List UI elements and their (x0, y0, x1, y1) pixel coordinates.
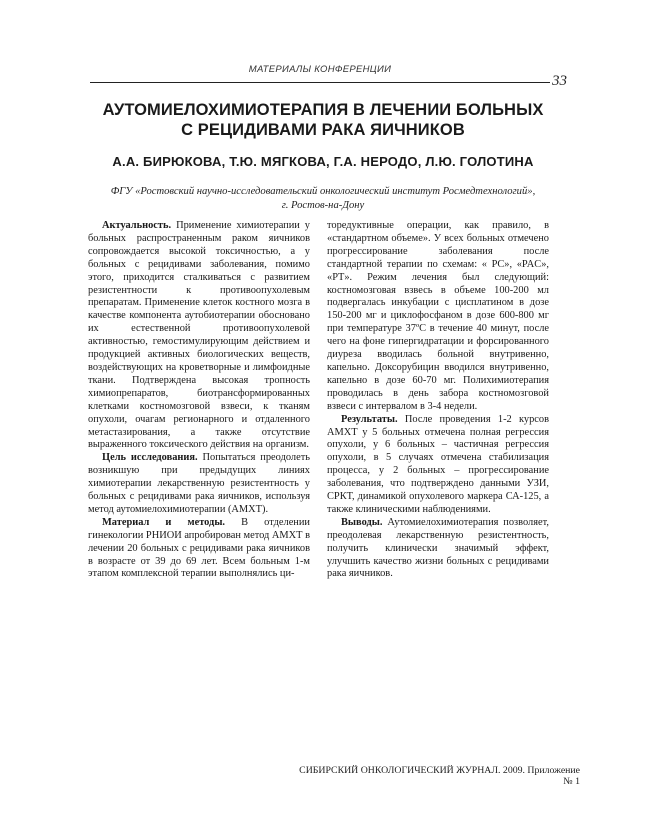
article-authors: А.А. БИРЮКОВА, Т.Ю. МЯГКОВА, Г.А. НЕРОДО, Л.Ю. ГОЛОТИНА (112, 154, 534, 169)
text-conclusions: Аутомиелохимиотерапия позволяет, преодолевая лекарственную резистентность, получить клинически значимый эффект, улучшить качество жизни больных с рецидивами рака яичников. (327, 516, 549, 580)
text-column-right (327, 220, 549, 581)
article-title-line-1: АУТОМИЕЛОХИМИОТЕРАПИЯ В ЛЕЧЕНИИ БОЛЬНЫХ (102, 101, 544, 119)
text-relevance: Применение химиотерапии у больных распространенным раком яичников сопровождается высокой токсичностью, а у больных с рецидивами заболевания, помимо этого, приходится сталкиваться с развитием резистентности к противоопухолевым препаратам. Применение клеток костного мозга в качестве компонента аутобиотерапии обосновано их естественной противоопухолевой активностью, гемостимулирующим действием и продукцией активных биологических веществ, воздействующих на кроветворные и лимфоидные ткани. Подтверждена высокая тропность химиопрепаратов, биотрансформированных клетками костномозговой взвеси, к тканям опухоли, очагам регионарного и отдаленного метастазирования, а также отсутствие выраженного токсического действия на организм. (88, 220, 310, 451)
paragraph-results (327, 414, 549, 517)
paragraph-conclusions (327, 517, 549, 582)
text-results: После проведения 1-2 курсов АМХТ у 5 больных отмечена полная регрессия опухоли, у 6 больных – частичная регрессия опухоли, в 5 случаях отмечена стабилизация процесса, у 2 больных – прогрессирование заболевания, что подтверждено данными УЗИ, СРКТ, динамикой опухолевого маркера СА-125, а также клиническими наблюдениями. (327, 413, 549, 515)
paragraph-relevance (88, 220, 310, 452)
heading-methods: Материал и методы. (102, 516, 226, 528)
paragraph-aim (88, 452, 310, 517)
article-title (60, 100, 586, 140)
article-title-line-2: С РЕЦИДИВАМИ РАКА ЯИЧНИКОВ (181, 121, 465, 139)
affiliation-line-2: г. Ростов-на-Дону (281, 200, 365, 211)
author-affiliation (80, 185, 566, 213)
heading-conclusions: Выводы. (341, 516, 383, 528)
heading-results: Результаты. (341, 413, 398, 425)
page-number: 33 (552, 73, 567, 89)
header-divider (90, 82, 550, 83)
heading-relevance: Актуальность. (102, 220, 172, 231)
affiliation-line-1: ФГУ «Ростовский научно-исследовательский онкологический институт Росмедтехнологий», (110, 186, 536, 197)
text-methods-part2: торедуктивные операции, как правило, в «стандартном объеме». У всех больных отмечено прогрессирование заболевания после стандартной терапии по схемам: « PC», «PAC», «PT». Режим лечения был следующий: костномозговая взвесь в объеме 100-200 мл подвергалась инкубации с цисплатином в дозе 150-200 мг и циклофосфаном в дозе 600-800 мг при температуре 37ºС в течение 40 минут, после чего на фоне гипергидратации и форсированного диуреза вводилась больной внутривенно, капельно. Доксорубицин вводился внутривенно, капельно в дозе 60-70 мг. Полихимиотерапия проводилась в день забора костномозговой взвеси с интервалом в 3-4 недели. (327, 220, 549, 412)
text-methods-part1: В отделении гинекологии РНИОИ апробирован метод АМХТ в лечении 20 больных с рецидивами рака яичников в возрасте от 39 до 69 лет. Всем больным 1-м этапом комплексной терапии выполнялись ци- (88, 516, 310, 580)
text-column-left (88, 220, 310, 581)
paragraph-methods (88, 517, 310, 582)
running-header: МАТЕРИАЛЫ КОНФЕРЕНЦИИ (248, 64, 392, 75)
journal-footer: СИБИРСКИЙ ОНКОЛОГИЧЕСКИЙ ЖУРНАЛ. 2009. Приложение № 1 (299, 765, 580, 787)
heading-aim: Цель исследования. (102, 452, 198, 464)
text-aim: Попытаться преодолеть возникшую при предыдущих линиях химиотерапии лекарственную резистентность у больных с рецидивами рака яичников, используя метод аутомиелохимиотерапии (АМХТ). (88, 452, 310, 515)
paragraph-methods-continued (327, 220, 549, 414)
